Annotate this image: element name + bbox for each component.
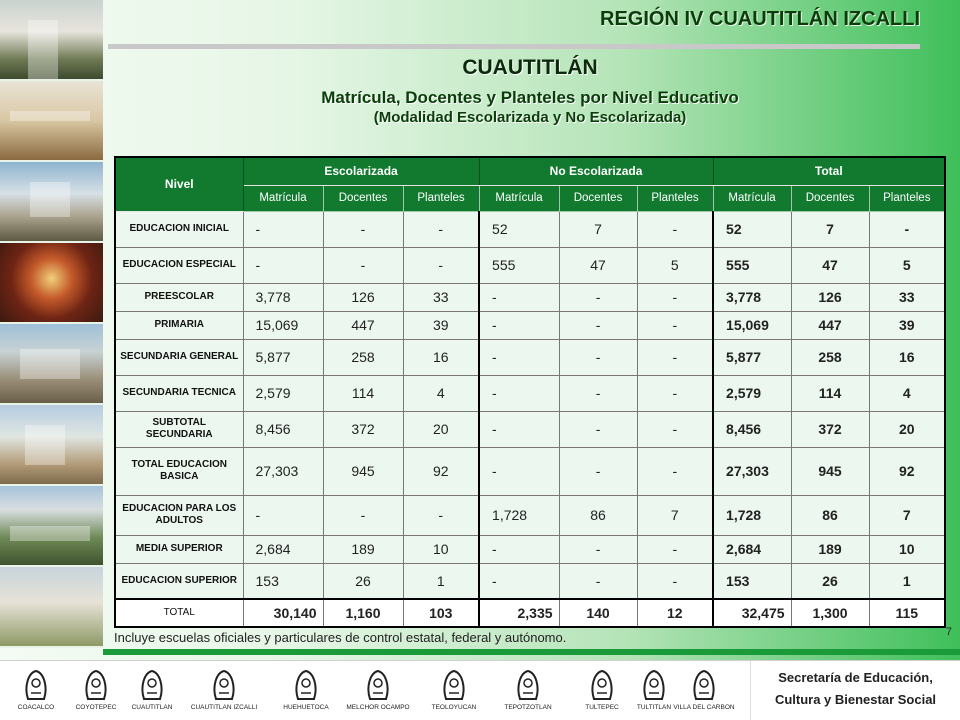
value-cell: -: [479, 411, 559, 447]
value-cell: 2,684: [243, 535, 323, 563]
municipality-logo: [4, 667, 68, 711]
municipality-name: CUAUTITLAN: [131, 704, 173, 711]
value-cell: 555: [713, 247, 791, 283]
glyph-icon: [440, 667, 468, 703]
value-cell: 33: [869, 283, 945, 311]
value-cell: -: [637, 447, 713, 495]
level-cell: EDUCACION PARA LOS ADULTOS: [115, 495, 243, 535]
value-cell: 52: [713, 211, 791, 247]
value-cell: 2,579: [243, 375, 323, 411]
value-cell: 92: [869, 447, 945, 495]
group-header-escolarizada: Escolarizada: [243, 157, 479, 185]
nivel-header: Nivel: [115, 157, 243, 211]
municipality-logo: [182, 667, 266, 711]
value-cell: 39: [869, 311, 945, 339]
value-cell: 7: [637, 495, 713, 535]
level-cell: SECUNDARIA GENERAL: [115, 339, 243, 375]
glyph-icon: [210, 667, 238, 703]
value-cell: 7: [791, 211, 869, 247]
glyph-icon: [690, 667, 718, 703]
value-cell: 447: [791, 311, 869, 339]
level-cell: TOTAL: [115, 599, 243, 627]
subheader-6: Matrícula: [713, 185, 791, 211]
value-cell: 140: [559, 599, 637, 627]
table-row: [115, 339, 945, 375]
building-photo: [0, 324, 103, 405]
municipality-name: TULTITLAN: [636, 704, 672, 711]
secretaria-label: [750, 661, 960, 720]
value-cell: -: [559, 339, 637, 375]
value-cell: 16: [869, 339, 945, 375]
table-body: [115, 211, 945, 627]
arcade-photo: [0, 81, 103, 162]
value-cell: 1,728: [479, 495, 559, 535]
kiosk-photo: [0, 162, 103, 243]
table-row: [115, 447, 945, 495]
group-header-total: Total: [713, 157, 945, 185]
value-cell: -: [559, 311, 637, 339]
value-cell: 1: [403, 563, 479, 599]
value-cell: 2,579: [713, 375, 791, 411]
value-cell: 15,069: [243, 311, 323, 339]
value-cell: -: [479, 447, 559, 495]
glyph-icon: [138, 667, 166, 703]
secretaria-line-2: Cultura y Bienestar Social: [774, 692, 937, 707]
municipality-logo: [340, 667, 416, 711]
glyph-icon: [22, 667, 50, 703]
value-cell: -: [869, 211, 945, 247]
value-cell: 126: [323, 283, 403, 311]
value-cell: -: [243, 495, 323, 535]
value-cell: 126: [791, 283, 869, 311]
header-divider: [108, 44, 920, 49]
value-cell: 47: [559, 247, 637, 283]
title-block: [110, 56, 950, 126]
subheader-1: Docentes: [323, 185, 403, 211]
table-row: [115, 563, 945, 599]
municipality-name: TEPOTZOTLAN: [504, 704, 552, 711]
subheader-8: Planteles: [869, 185, 945, 211]
municipality-name: COYOTEPEC: [75, 704, 117, 711]
value-cell: 16: [403, 339, 479, 375]
value-cell: 555: [479, 247, 559, 283]
value-cell: 7: [559, 211, 637, 247]
secretaria-line-1: Secretaría de Educación,: [778, 670, 933, 685]
value-cell: 7: [869, 495, 945, 535]
municipality-name: COACALCO: [17, 704, 55, 711]
table-row: [115, 247, 945, 283]
value-cell: 8,456: [243, 411, 323, 447]
value-cell: 20: [869, 411, 945, 447]
value-cell: -: [637, 375, 713, 411]
value-cell: -: [479, 535, 559, 563]
level-cell: EDUCACION INICIAL: [115, 211, 243, 247]
value-cell: 27,303: [243, 447, 323, 495]
value-cell: 153: [713, 563, 791, 599]
page-subtitle-modality: (Modalidad Escolarizada y No Escolarizada): [373, 109, 687, 126]
value-cell: 26: [791, 563, 869, 599]
subheader-4: Docentes: [559, 185, 637, 211]
value-cell: -: [323, 495, 403, 535]
value-cell: -: [559, 535, 637, 563]
level-cell: SUBTOTAL SECUNDARIA: [115, 411, 243, 447]
footer-bar: [0, 660, 960, 720]
value-cell: -: [243, 247, 323, 283]
value-cell: 945: [791, 447, 869, 495]
subheader-3: Matrícula: [479, 185, 559, 211]
level-cell: SECUNDARIA TECNICA: [115, 375, 243, 411]
value-cell: -: [559, 283, 637, 311]
level-cell: EDUCACION SUPERIOR: [115, 563, 243, 599]
value-cell: 153: [243, 563, 323, 599]
value-cell: -: [479, 375, 559, 411]
glyph-icon: [588, 667, 616, 703]
landscape-photo: [0, 486, 103, 567]
value-cell: -: [403, 247, 479, 283]
level-cell: PRIMARIA: [115, 311, 243, 339]
photo-strip: [0, 0, 103, 648]
bottom-accent-bar: [103, 649, 960, 655]
level-cell: TOTAL EDUCACION BASICA: [115, 447, 243, 495]
value-cell: 39: [403, 311, 479, 339]
municipality-name: TULTEPEC: [585, 704, 619, 711]
value-cell: 945: [323, 447, 403, 495]
value-cell: 1: [869, 563, 945, 599]
value-cell: 2,684: [713, 535, 791, 563]
value-cell: 114: [791, 375, 869, 411]
subheader-5: Planteles: [637, 185, 713, 211]
value-cell: 103: [403, 599, 479, 627]
value-cell: 258: [323, 339, 403, 375]
value-cell: 47: [791, 247, 869, 283]
value-cell: -: [479, 563, 559, 599]
table-row: [115, 411, 945, 447]
municipality-logos: [4, 661, 754, 720]
glyph-icon: [292, 667, 320, 703]
value-cell: 26: [323, 563, 403, 599]
municipality-logo: [496, 667, 560, 711]
value-cell: 52: [479, 211, 559, 247]
municipality-logo: [274, 667, 338, 711]
value-cell: 8,456: [713, 411, 791, 447]
value-cell: -: [243, 211, 323, 247]
value-cell: 12: [637, 599, 713, 627]
value-cell: -: [637, 563, 713, 599]
value-cell: -: [559, 447, 637, 495]
value-cell: 1,300: [791, 599, 869, 627]
value-cell: 114: [323, 375, 403, 411]
value-cell: 5: [637, 247, 713, 283]
table-row: [115, 283, 945, 311]
table-row: [115, 311, 945, 339]
value-cell: 32,475: [713, 599, 791, 627]
altar-photo: [0, 243, 103, 324]
page-subtitle: Matrícula, Docentes y Planteles por Nivel Educativo: [321, 88, 739, 107]
table-row: [115, 375, 945, 411]
value-cell: -: [637, 311, 713, 339]
value-cell: -: [637, 535, 713, 563]
glyph-icon: [514, 667, 542, 703]
value-cell: 30,140: [243, 599, 323, 627]
value-cell: 15,069: [713, 311, 791, 339]
glyph-icon: [364, 667, 392, 703]
level-cell: MEDIA SUPERIOR: [115, 535, 243, 563]
value-cell: 3,778: [243, 283, 323, 311]
value-cell: -: [403, 495, 479, 535]
municipality-logo: [64, 667, 128, 711]
value-cell: 4: [403, 375, 479, 411]
region-title: REGIÓN IV CUAUTITLÁN IZCALLI: [600, 8, 920, 30]
value-cell: 86: [791, 495, 869, 535]
footnote: Incluye escuelas oficiales y particulares de control estatal, federal y autónomo.: [114, 630, 567, 645]
value-cell: 1,160: [323, 599, 403, 627]
value-cell: 189: [791, 535, 869, 563]
value-cell: -: [637, 339, 713, 375]
value-cell: -: [559, 375, 637, 411]
level-cell: EDUCACION ESPECIAL: [115, 247, 243, 283]
value-cell: 5,877: [243, 339, 323, 375]
value-cell: -: [559, 563, 637, 599]
group-header-no-escolarizada: No Escolarizada: [479, 157, 713, 185]
value-cell: 20: [403, 411, 479, 447]
municipality-name: VILLA DEL CARBON: [673, 704, 735, 711]
value-cell: 92: [403, 447, 479, 495]
level-cell: PREESCOLAR: [115, 283, 243, 311]
value-cell: 115: [869, 599, 945, 627]
value-cell: 5: [869, 247, 945, 283]
value-cell: -: [637, 411, 713, 447]
value-cell: -: [403, 211, 479, 247]
municipality-logo: [672, 667, 736, 711]
value-cell: 372: [323, 411, 403, 447]
value-cell: 86: [559, 495, 637, 535]
page-number: 7: [945, 626, 952, 638]
subheader-0: Matrícula: [243, 185, 323, 211]
municipality-name: HUEHUETOCA: [283, 704, 329, 711]
value-cell: -: [479, 311, 559, 339]
municipality-name: TEOLOYUCAN: [431, 704, 477, 711]
value-cell: 4: [869, 375, 945, 411]
value-cell: 33: [403, 283, 479, 311]
table-row: [115, 211, 945, 247]
value-cell: 10: [403, 535, 479, 563]
value-cell: 189: [323, 535, 403, 563]
glyph-icon: [82, 667, 110, 703]
value-cell: 447: [323, 311, 403, 339]
table-row: [115, 535, 945, 563]
church-photo: [0, 0, 103, 81]
subheader-7: Docentes: [791, 185, 869, 211]
table-row: [115, 495, 945, 535]
value-cell: -: [323, 211, 403, 247]
value-cell: 372: [791, 411, 869, 447]
value-cell: -: [479, 339, 559, 375]
ruins-photo: [0, 405, 103, 486]
value-cell: -: [479, 283, 559, 311]
value-cell: -: [559, 411, 637, 447]
value-cell: 27,303: [713, 447, 791, 495]
glyph-icon: [640, 667, 668, 703]
value-cell: -: [637, 283, 713, 311]
value-cell: 5,877: [713, 339, 791, 375]
value-cell: 258: [791, 339, 869, 375]
municipality-name: CUAUTITLAN IZCALLI: [190, 704, 258, 711]
subheader-2: Planteles: [403, 185, 479, 211]
value-cell: 3,778: [713, 283, 791, 311]
municipality-logo: [422, 667, 486, 711]
value-cell: -: [323, 247, 403, 283]
value-cell: 1,728: [713, 495, 791, 535]
municipality-logo: [120, 667, 184, 711]
page-title: CUAUTITLÁN: [462, 56, 598, 79]
value-cell: 10: [869, 535, 945, 563]
value-cell: 2,335: [479, 599, 559, 627]
municipality-name: MELCHOR OCAMPO: [346, 704, 410, 711]
education-table: [114, 156, 946, 628]
table-row: [115, 599, 945, 627]
plaza-photo: [0, 567, 103, 648]
value-cell: -: [637, 211, 713, 247]
